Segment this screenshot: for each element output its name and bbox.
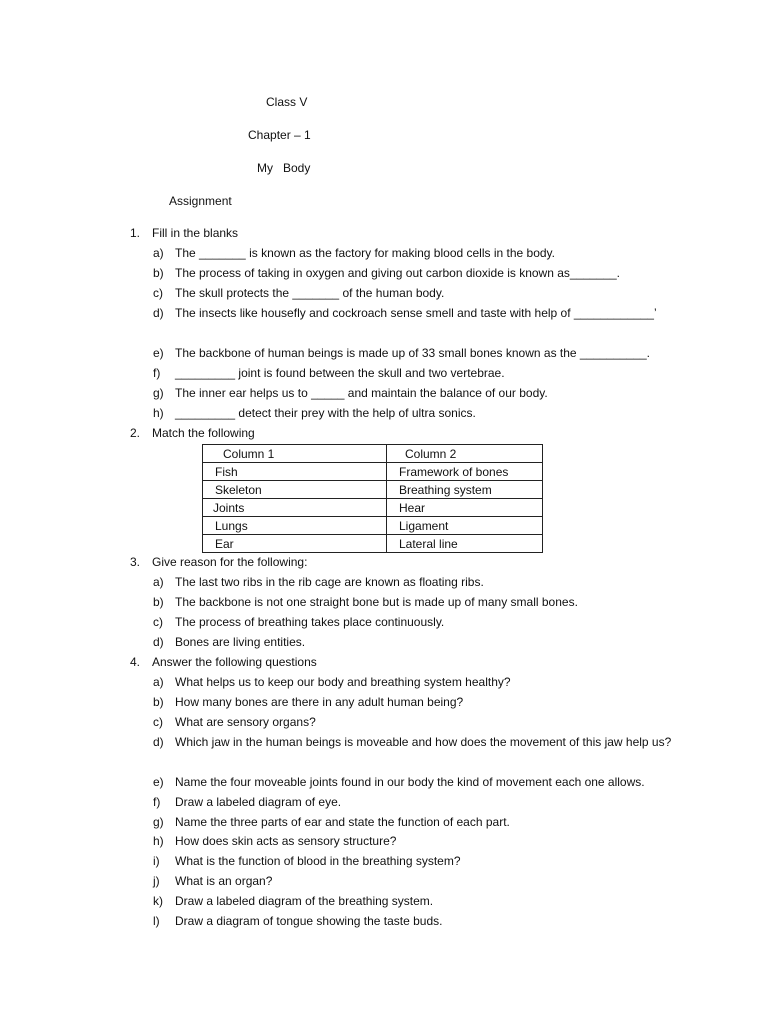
section-3-title: [130, 555, 307, 569]
list-item: [153, 266, 713, 280]
item-text: The skull protects the _______ of the human body.: [175, 286, 445, 300]
list-item: [153, 246, 713, 260]
item-text: Name the three parts of ear and state the function of each part.: [175, 815, 510, 829]
item-text: Draw a diagram of tongue showing the taste buds.: [175, 914, 443, 928]
item-text: Draw a labeled diagram of eye.: [175, 795, 342, 809]
list-item: [153, 715, 713, 729]
item-letter: d): [153, 306, 164, 320]
item-text: _________ detect their prey with the help of ultra sonics.: [175, 406, 476, 420]
chapter-heading: Chapter – 1: [248, 128, 311, 142]
item-letter: d): [153, 635, 164, 649]
table-row: [203, 463, 543, 481]
item-text: The _______ is known as the factory for making blood cells in the body.: [175, 246, 555, 260]
item-text: Name the four moveable joints found in our body the kind of movement each one allows.: [175, 775, 645, 789]
item-text: The process of breathing takes place continuously.: [175, 615, 445, 629]
item-text: The backbone is not one straight bone but is made up of many small bones.: [175, 595, 578, 609]
list-item: [153, 575, 713, 589]
list-item: [153, 286, 713, 300]
section-2-title: [130, 426, 255, 440]
chapter-title: My Body: [257, 161, 311, 175]
item-letter: b): [153, 595, 164, 609]
assignment-heading: Assignment: [169, 194, 232, 208]
column-header: Column 2: [387, 445, 543, 463]
section-number: 4.: [130, 655, 141, 669]
list-item: [153, 775, 713, 789]
table-row: [203, 499, 543, 517]
item-letter: h): [153, 406, 164, 420]
section-title: Fill in the blanks: [152, 226, 239, 240]
table-cell: Breathing system: [387, 481, 543, 499]
list-item: [153, 386, 713, 400]
list-item: [153, 894, 713, 908]
list-item: [153, 695, 713, 709]
section-title: Give reason for the following:: [152, 555, 308, 569]
table-cell: Joints: [203, 499, 387, 517]
item-text: _________ joint is found between the skull and two vertebrae.: [175, 366, 505, 380]
table-cell: Hear: [387, 499, 543, 517]
list-item: [153, 675, 713, 689]
class-heading: Class V: [266, 95, 308, 109]
item-letter: j): [153, 874, 160, 888]
item-text: The inner ear helps us to _____ and maintain the balance of our body.: [175, 386, 548, 400]
list-item: [153, 815, 713, 829]
list-item: [153, 595, 713, 609]
section-number: 3.: [130, 555, 141, 569]
item-letter: e): [153, 775, 164, 789]
item-text: The last two ribs in the rib cage are known as floating ribs.: [175, 575, 484, 589]
item-letter: g): [153, 815, 164, 829]
list-item: [153, 914, 713, 928]
section-4-title: [130, 655, 317, 669]
item-text: What helps us to keep our body and breathing system healthy?: [175, 675, 511, 689]
list-item: [153, 854, 713, 868]
item-letter: b): [153, 695, 164, 709]
list-item: [153, 346, 713, 360]
item-text: What is the function of blood in the breathing system?: [175, 854, 461, 868]
item-text: The backbone of human beings is made up of 33 small bones known as the __________.: [175, 346, 650, 360]
item-text: Bones are living entities.: [175, 635, 306, 649]
table-row: [203, 535, 543, 553]
item-letter: f): [153, 366, 161, 380]
item-letter: i): [153, 854, 160, 868]
item-letter: k): [153, 894, 163, 908]
table-cell: Ear: [203, 535, 387, 553]
item-text: How does skin acts as sensory structure?: [175, 834, 397, 848]
item-letter: a): [153, 575, 164, 589]
column-header: Column 1: [203, 445, 387, 463]
item-letter: h): [153, 834, 164, 848]
item-letter: c): [153, 286, 163, 300]
list-item: [153, 406, 713, 420]
item-text: The process of taking in oxygen and giving out carbon dioxide is known as_______.: [175, 266, 620, 280]
table-cell: Skeleton: [203, 481, 387, 499]
section-title: Answer the following questions: [152, 655, 317, 669]
section-title: Match the following: [152, 426, 255, 440]
item-text: Draw a labeled diagram of the breathing system.: [175, 894, 434, 908]
table-row: [203, 517, 543, 535]
item-text: How many bones are there in any adult human being?: [175, 695, 464, 709]
list-item: [153, 635, 713, 649]
section-1-title: [130, 226, 238, 240]
list-item: [153, 795, 713, 809]
item-letter: a): [153, 246, 164, 260]
item-letter: f): [153, 795, 161, 809]
item-text: Which jaw in the human beings is moveable and how does the movement of this jaw help us?: [175, 735, 672, 749]
table-header-row: [203, 445, 543, 463]
list-item: [153, 834, 713, 848]
item-text: What are sensory organs?: [175, 715, 316, 729]
item-letter: l): [153, 914, 160, 928]
item-text: What is an organ?: [175, 874, 273, 888]
match-table: [202, 444, 543, 553]
list-item: [153, 615, 713, 629]
table-cell: Fish: [203, 463, 387, 481]
list-item: [153, 366, 713, 380]
item-letter: c): [153, 615, 163, 629]
table-cell: Ligament: [387, 517, 543, 535]
section-number: 1.: [130, 226, 141, 240]
list-item: [153, 306, 713, 323]
item-text: The insects like housefly and cockroach sense smell and taste with help of ____________’: [175, 306, 657, 320]
item-letter: g): [153, 386, 164, 400]
table-cell: Lateral line: [387, 535, 543, 553]
item-letter: e): [153, 346, 164, 360]
list-item: [153, 874, 713, 888]
table-cell: Lungs: [203, 517, 387, 535]
item-letter: d): [153, 735, 164, 749]
item-letter: c): [153, 715, 163, 729]
item-letter: b): [153, 266, 164, 280]
table-row: [203, 481, 543, 499]
table-cell: Framework of bones: [387, 463, 543, 481]
item-letter: a): [153, 675, 164, 689]
list-item: [153, 735, 713, 752]
section-number: 2.: [130, 426, 141, 440]
